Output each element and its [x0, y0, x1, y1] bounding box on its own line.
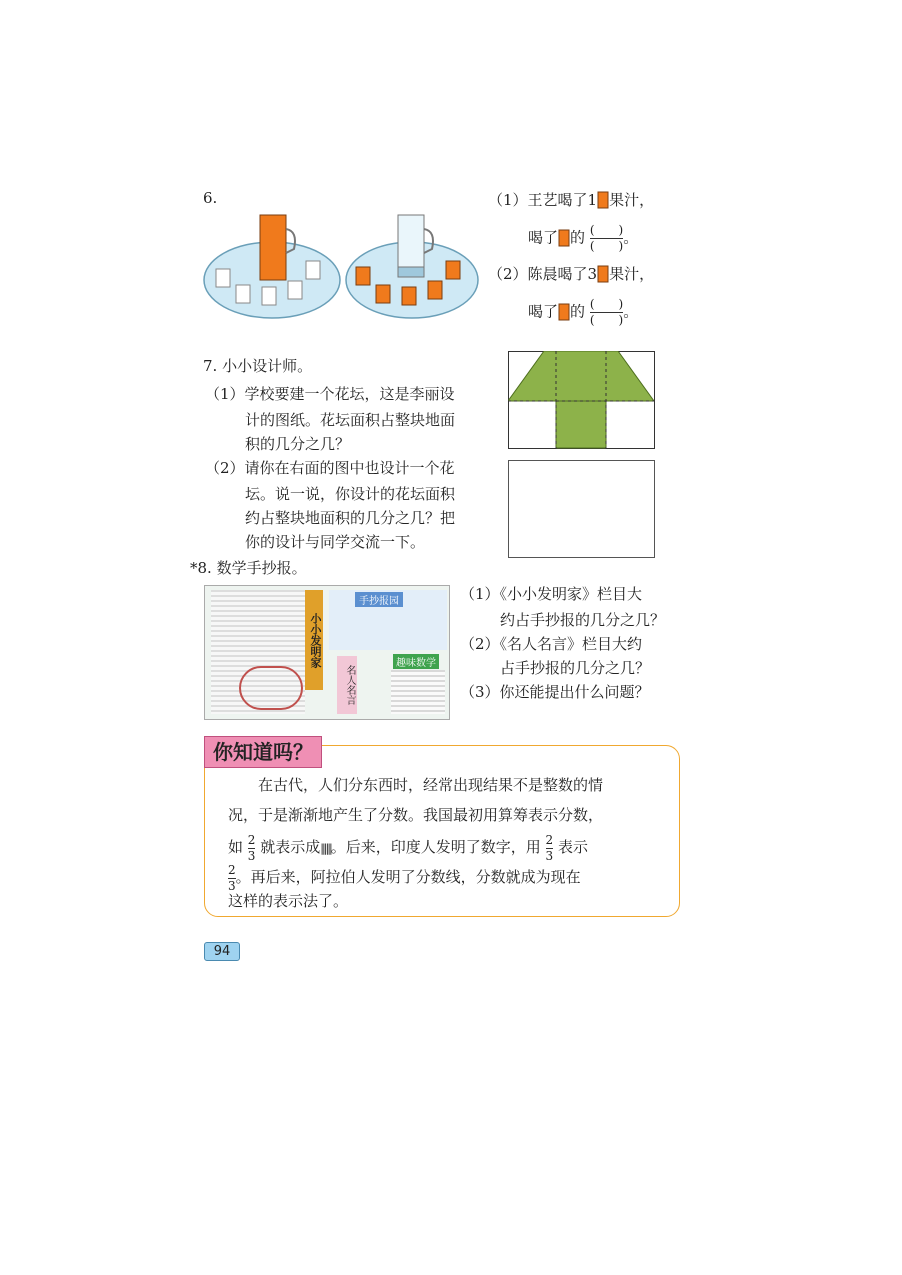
poster-image: [204, 585, 450, 720]
dyk-line3a: 如: [228, 838, 244, 856]
poster-banner: 手抄报园: [355, 592, 403, 607]
juice-jug-icon: [558, 229, 570, 247]
empty-cup: [216, 269, 230, 287]
q6-sub1-mid: 的: [570, 228, 586, 247]
juice-cup: [376, 285, 390, 303]
q7-title: 7. 小小设计师。: [203, 357, 313, 375]
empty-cup: [262, 287, 276, 305]
q8-item3-l1: （3）你还能提出什么问题？: [460, 683, 650, 701]
juice-illustration: [200, 205, 485, 325]
juice-cup-icon: [597, 265, 609, 283]
q6-sub1-line1: [488, 188, 654, 212]
q6-sub1-end: 。: [623, 228, 639, 247]
frac-numerator: 2: [228, 862, 236, 877]
q6-sub2-mid: 的: [570, 302, 586, 321]
q6-sub2-prefix: 喝了: [528, 302, 559, 321]
blank-numerator: ( ): [589, 223, 624, 237]
juice-cup: [356, 267, 370, 285]
did-you-know-title: 你知道吗？: [204, 736, 322, 768]
blank-numerator: ( ): [589, 297, 624, 311]
dyk-line3b: 就表示成: [260, 838, 321, 856]
q6-sub2-line1: [488, 262, 654, 286]
q7-sub2-l2: 坛。说一说，你设计的花坛面积: [245, 485, 456, 503]
juice-jug-icon: [558, 303, 570, 321]
frac-denominator: 3: [228, 878, 236, 893]
empty-cup: [236, 285, 250, 303]
dyk-line2: 况，于是渐渐地产生了分数。我国最初用算筹表示分数，: [228, 806, 604, 824]
q7-sub2-l4: 你的设计与同学交流一下。: [245, 533, 426, 551]
dyk-line3c: 。后来，印度人发明了数字，用: [330, 838, 541, 856]
frac-denominator: 3: [247, 848, 256, 863]
juice-cup: [428, 281, 442, 299]
dyk-line3: [228, 832, 588, 864]
q7-sub2-l3: 约占整块地面积的几分之几？把: [245, 509, 456, 527]
frac-numerator: 2: [247, 832, 256, 847]
q6-sub1-text: （1）王艺喝了1: [488, 191, 598, 209]
page-number: 94: [204, 942, 240, 961]
q8-item2-l1: （2）《名人名言》栏目大约: [460, 635, 643, 653]
q8-item1-l1: （1）《小小发明家》栏目大: [460, 585, 643, 603]
q7-sub1-l1: （1）学校要建一个花坛，这是李丽设: [205, 385, 455, 403]
q8-item2-l2: 占手抄报的几分之几？: [500, 659, 651, 677]
q6-sub1-prefix: 喝了: [528, 228, 559, 247]
q6-sub2-line2: [528, 298, 638, 327]
fraction-blank[interactable]: [590, 298, 623, 327]
q8-title: *8. 数学手抄报。: [190, 559, 307, 577]
juice-jug-full: [260, 215, 286, 280]
dyk-line3d: 表示: [557, 838, 588, 856]
empty-cup: [288, 281, 302, 299]
poster-fun-head: 趣味数学: [393, 654, 439, 669]
q7-sub2-l1: （2）请你在右面的图中也设计一个花: [205, 459, 455, 477]
q7-sub1-l2: 计的图纸。花坛面积占整块地面: [245, 411, 456, 429]
empty-cup: [306, 261, 320, 279]
q7-sub1-l3: 积的几分之几？: [245, 435, 351, 453]
blank-denominator: ( ): [589, 313, 624, 327]
blank-denominator: ( ): [589, 239, 624, 253]
fraction-two-thirds: [546, 834, 554, 863]
q8-item1-l2: 约占手抄报的几分之几？: [500, 611, 666, 629]
q6-sub2-text: （2）陈晨喝了3: [488, 265, 598, 283]
dyk-line5: 这样的表示法了。: [228, 892, 349, 910]
frac-denominator: 3: [545, 848, 554, 863]
dyk-line1: 在古代，人们分东西时，经常出现结果不是整数的情: [258, 776, 604, 794]
fraction-two-thirds: [248, 834, 256, 863]
q6-sub2-suffix: 果汁，: [609, 265, 655, 283]
juice-cup-icon: [597, 191, 609, 209]
counting-rods: ‖‖‖: [320, 842, 331, 855]
design-blank-grid[interactable]: [508, 460, 655, 558]
poster-inventor-head: 小小发明家: [305, 590, 323, 690]
q6-sub1-line2: [528, 224, 638, 253]
juice-cup: [446, 261, 460, 279]
q6-sub1-suffix: 果汁，: [609, 191, 655, 209]
poster-quotes-head: 名人名言: [337, 656, 357, 714]
flowerbed-design: [508, 351, 655, 449]
fraction-blank[interactable]: [590, 224, 623, 253]
q6-number: 6.: [203, 189, 218, 207]
dyk-line4a: 。再后来，阿拉伯人发明了分数线，分数就成为现在: [235, 868, 581, 886]
juice-cup: [402, 287, 416, 305]
q6-sub2-end: 。: [623, 302, 639, 321]
frac-numerator: 2: [545, 832, 554, 847]
